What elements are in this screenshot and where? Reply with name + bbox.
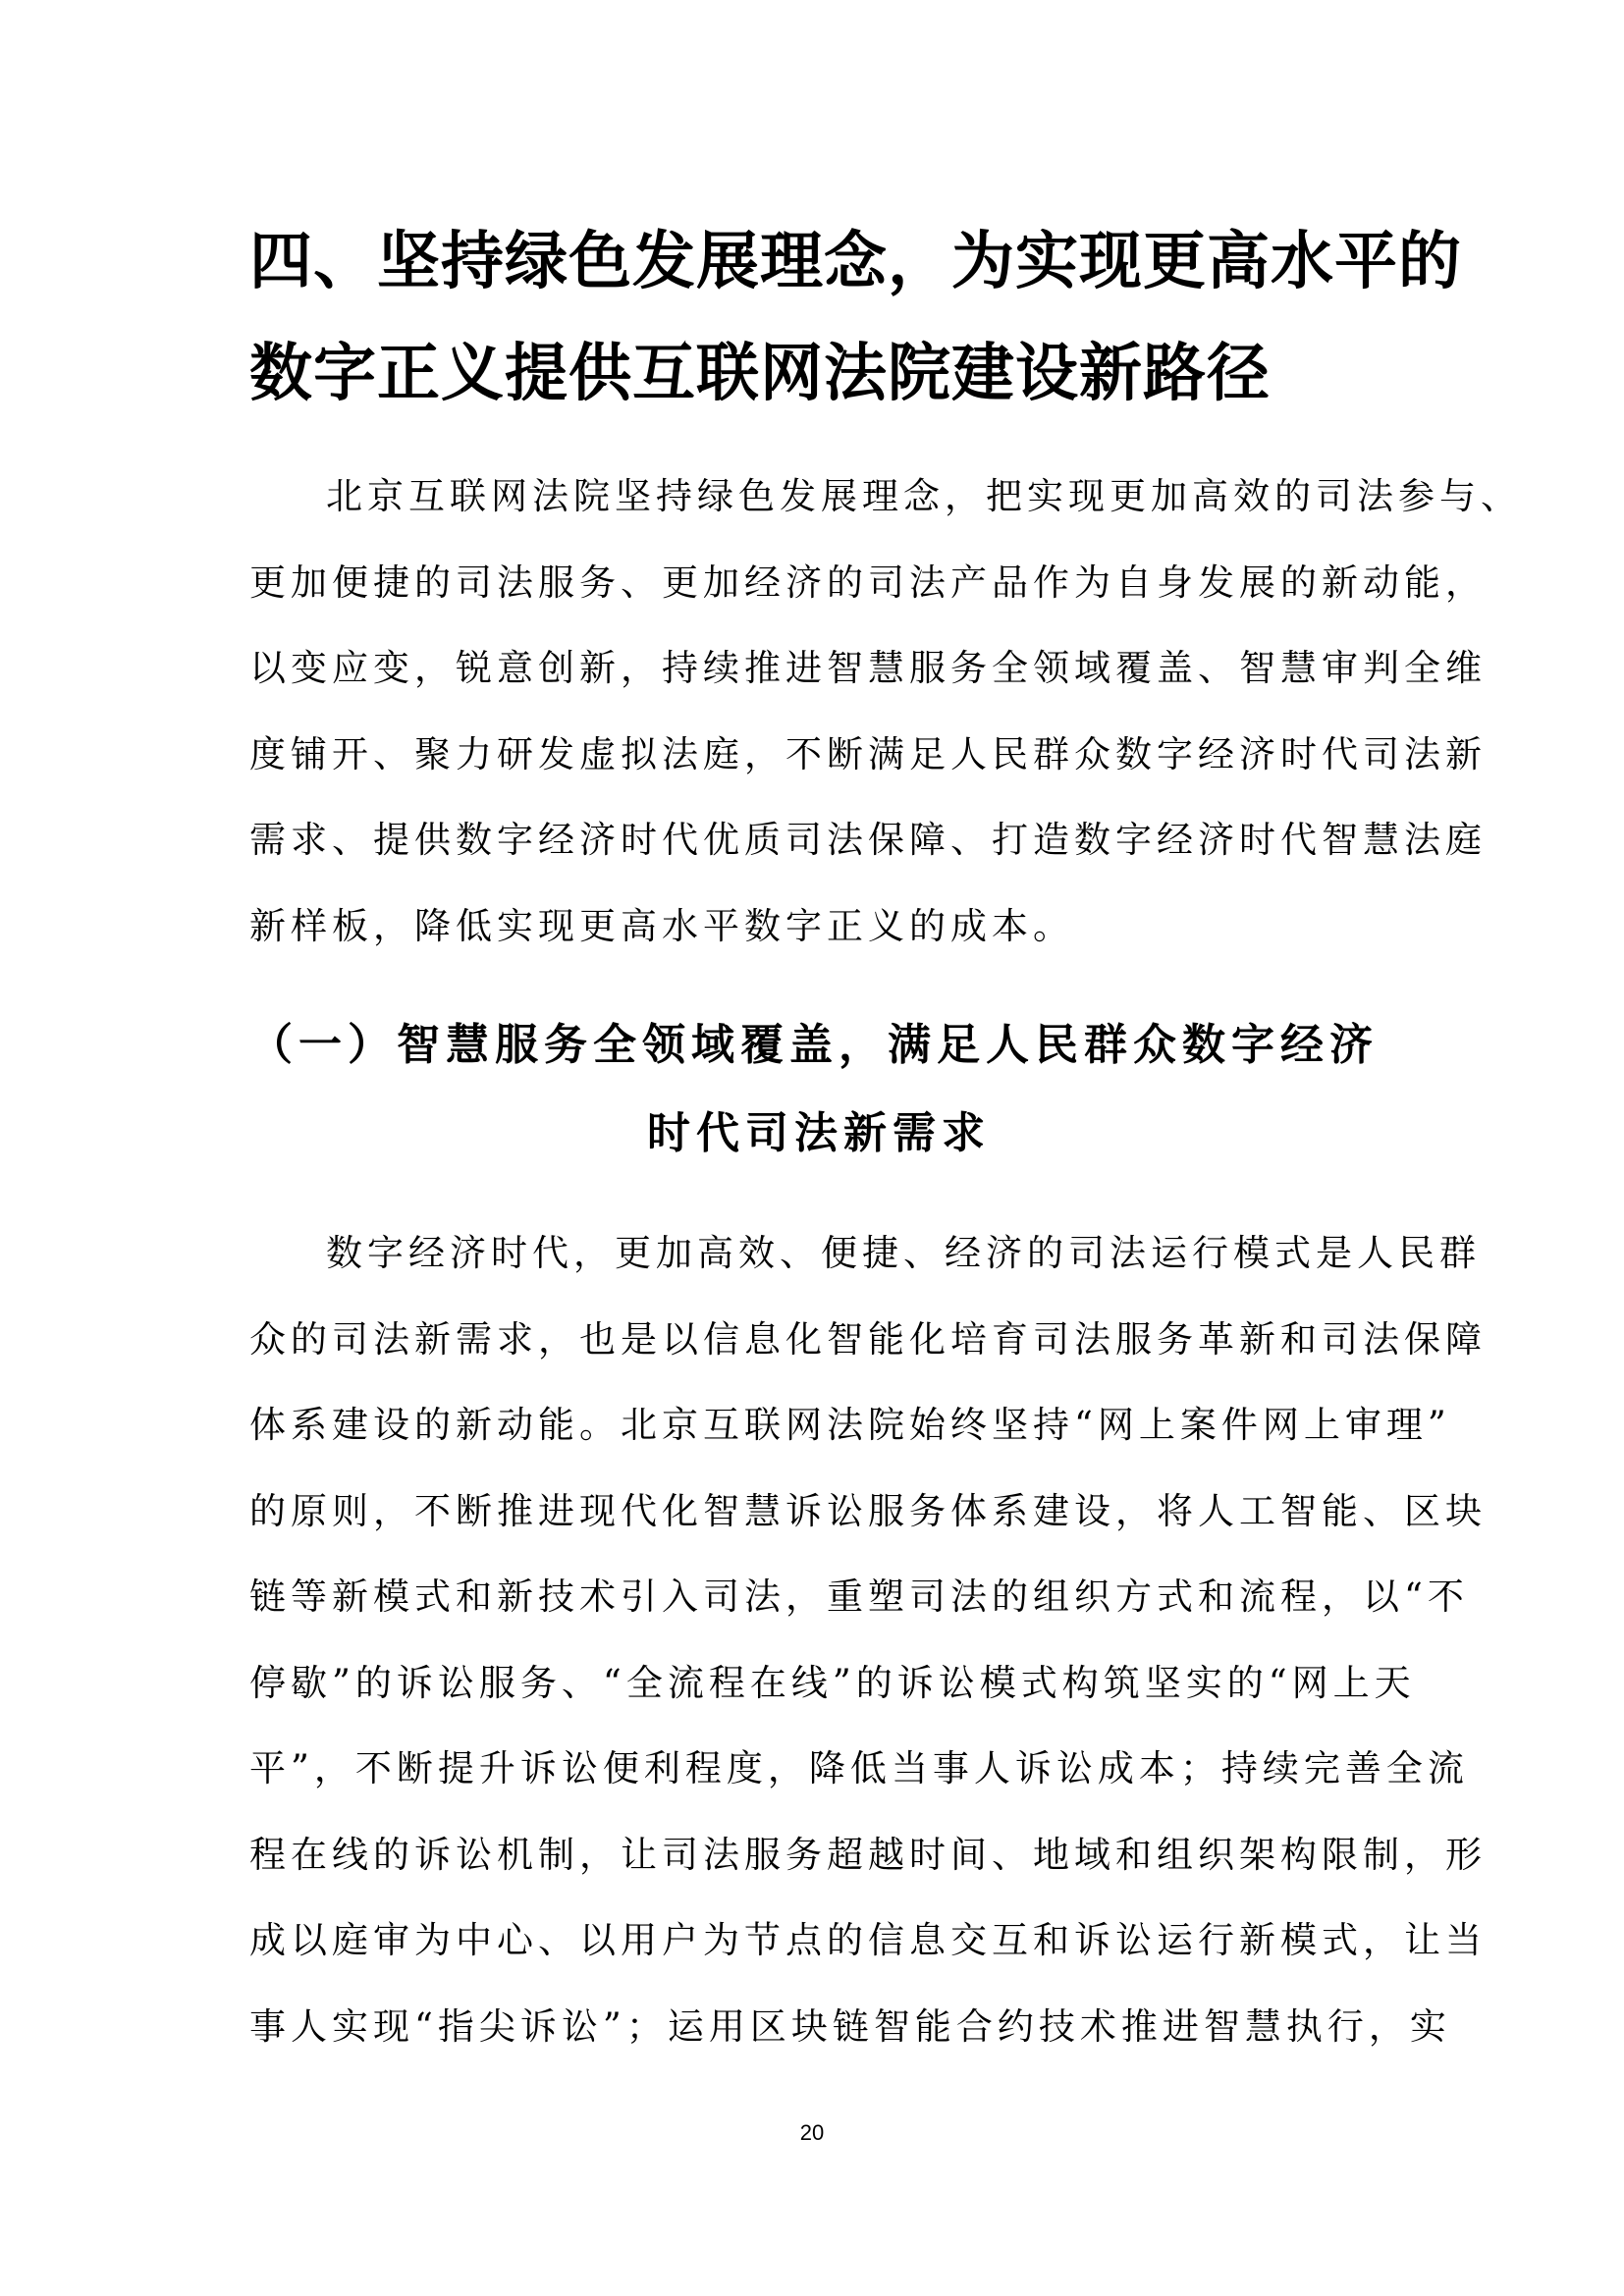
paragraph-line: 的原则，不断推进现代化智慧诉讼服务体系建设，将人工智能、区块 xyxy=(249,1489,1487,1532)
page-number: 20 xyxy=(799,2120,825,2145)
body-paragraph xyxy=(249,1210,1487,2069)
chapter-title-line: 四、坚持绿色发展理念，为实现更高水平的 xyxy=(249,226,1462,298)
paragraph-line: 事人实现“指尖诉讼”；运用区块链智能合约技术推进智慧执行，实 xyxy=(249,2004,1451,2048)
paragraph-line: 成以庭审为中心、以用户为节点的信息交互和诉讼运行新模式，让当 xyxy=(249,1919,1487,1961)
body-paragraph xyxy=(249,454,1522,969)
section-title xyxy=(249,1001,1379,1178)
paragraph-line: 新样板，降低实现更高水平数字正义的成本。 xyxy=(249,904,1074,947)
paragraph-line: 度铺开、聚力研发虚拟法庭，不断满足人民群众数字经济时代司法新 xyxy=(249,732,1487,775)
paragraph-line: 程在线的诉讼机制，让司法服务超越时间、地域和组织架构限制，形 xyxy=(249,1833,1487,1876)
paragraph-line: 北京互联网法院坚持绿色发展理念，把实现更加高效的司法参与、 xyxy=(326,475,1522,517)
paragraph-line: 需求、提供数字经济时代优质司法保障、打造数字经济时代智慧法庭 xyxy=(249,819,1487,861)
paragraph-line: 更加便捷的司法服务、更加经济的司法产品作为自身发展的新动能， xyxy=(249,561,1487,604)
section-title-line: 时代司法新需求 xyxy=(647,1108,991,1158)
paragraph-line: 平”，不断提升诉讼便利程度，降低当事人诉讼成本；持续完善全流 xyxy=(249,1747,1469,1789)
paragraph-line: 链等新模式和新技术引入司法，重塑司法的组织方式和流程，以“不 xyxy=(249,1575,1469,1618)
paragraph-line: 体系建设的新动能。北京互联网法院始终坚持“网上案件网上审理” xyxy=(249,1404,1451,1446)
chapter-title-line: 数字正义提供互联网法院建设新路径 xyxy=(249,338,1271,410)
paragraph-line: 停歇”的诉讼服务、“全流程在线”的诉讼模式构筑坚实的“网上天 xyxy=(249,1661,1416,1704)
paragraph-line: 众的司法新需求，也是以信息化智能化培育司法服务革新和司法保障 xyxy=(249,1317,1487,1361)
chapter-title xyxy=(249,206,1462,430)
paragraph-line: 以变应变，锐意创新，持续推进智慧服务全领域覆盖、智慧审判全维 xyxy=(249,647,1487,689)
paragraph-line: 数字经济时代，更加高效、便捷、经济的司法运行模式是人民群 xyxy=(326,1232,1481,1274)
section-title-line: （一）智慧服务全领域覆盖，满足人民群众数字经济 xyxy=(249,1020,1379,1070)
